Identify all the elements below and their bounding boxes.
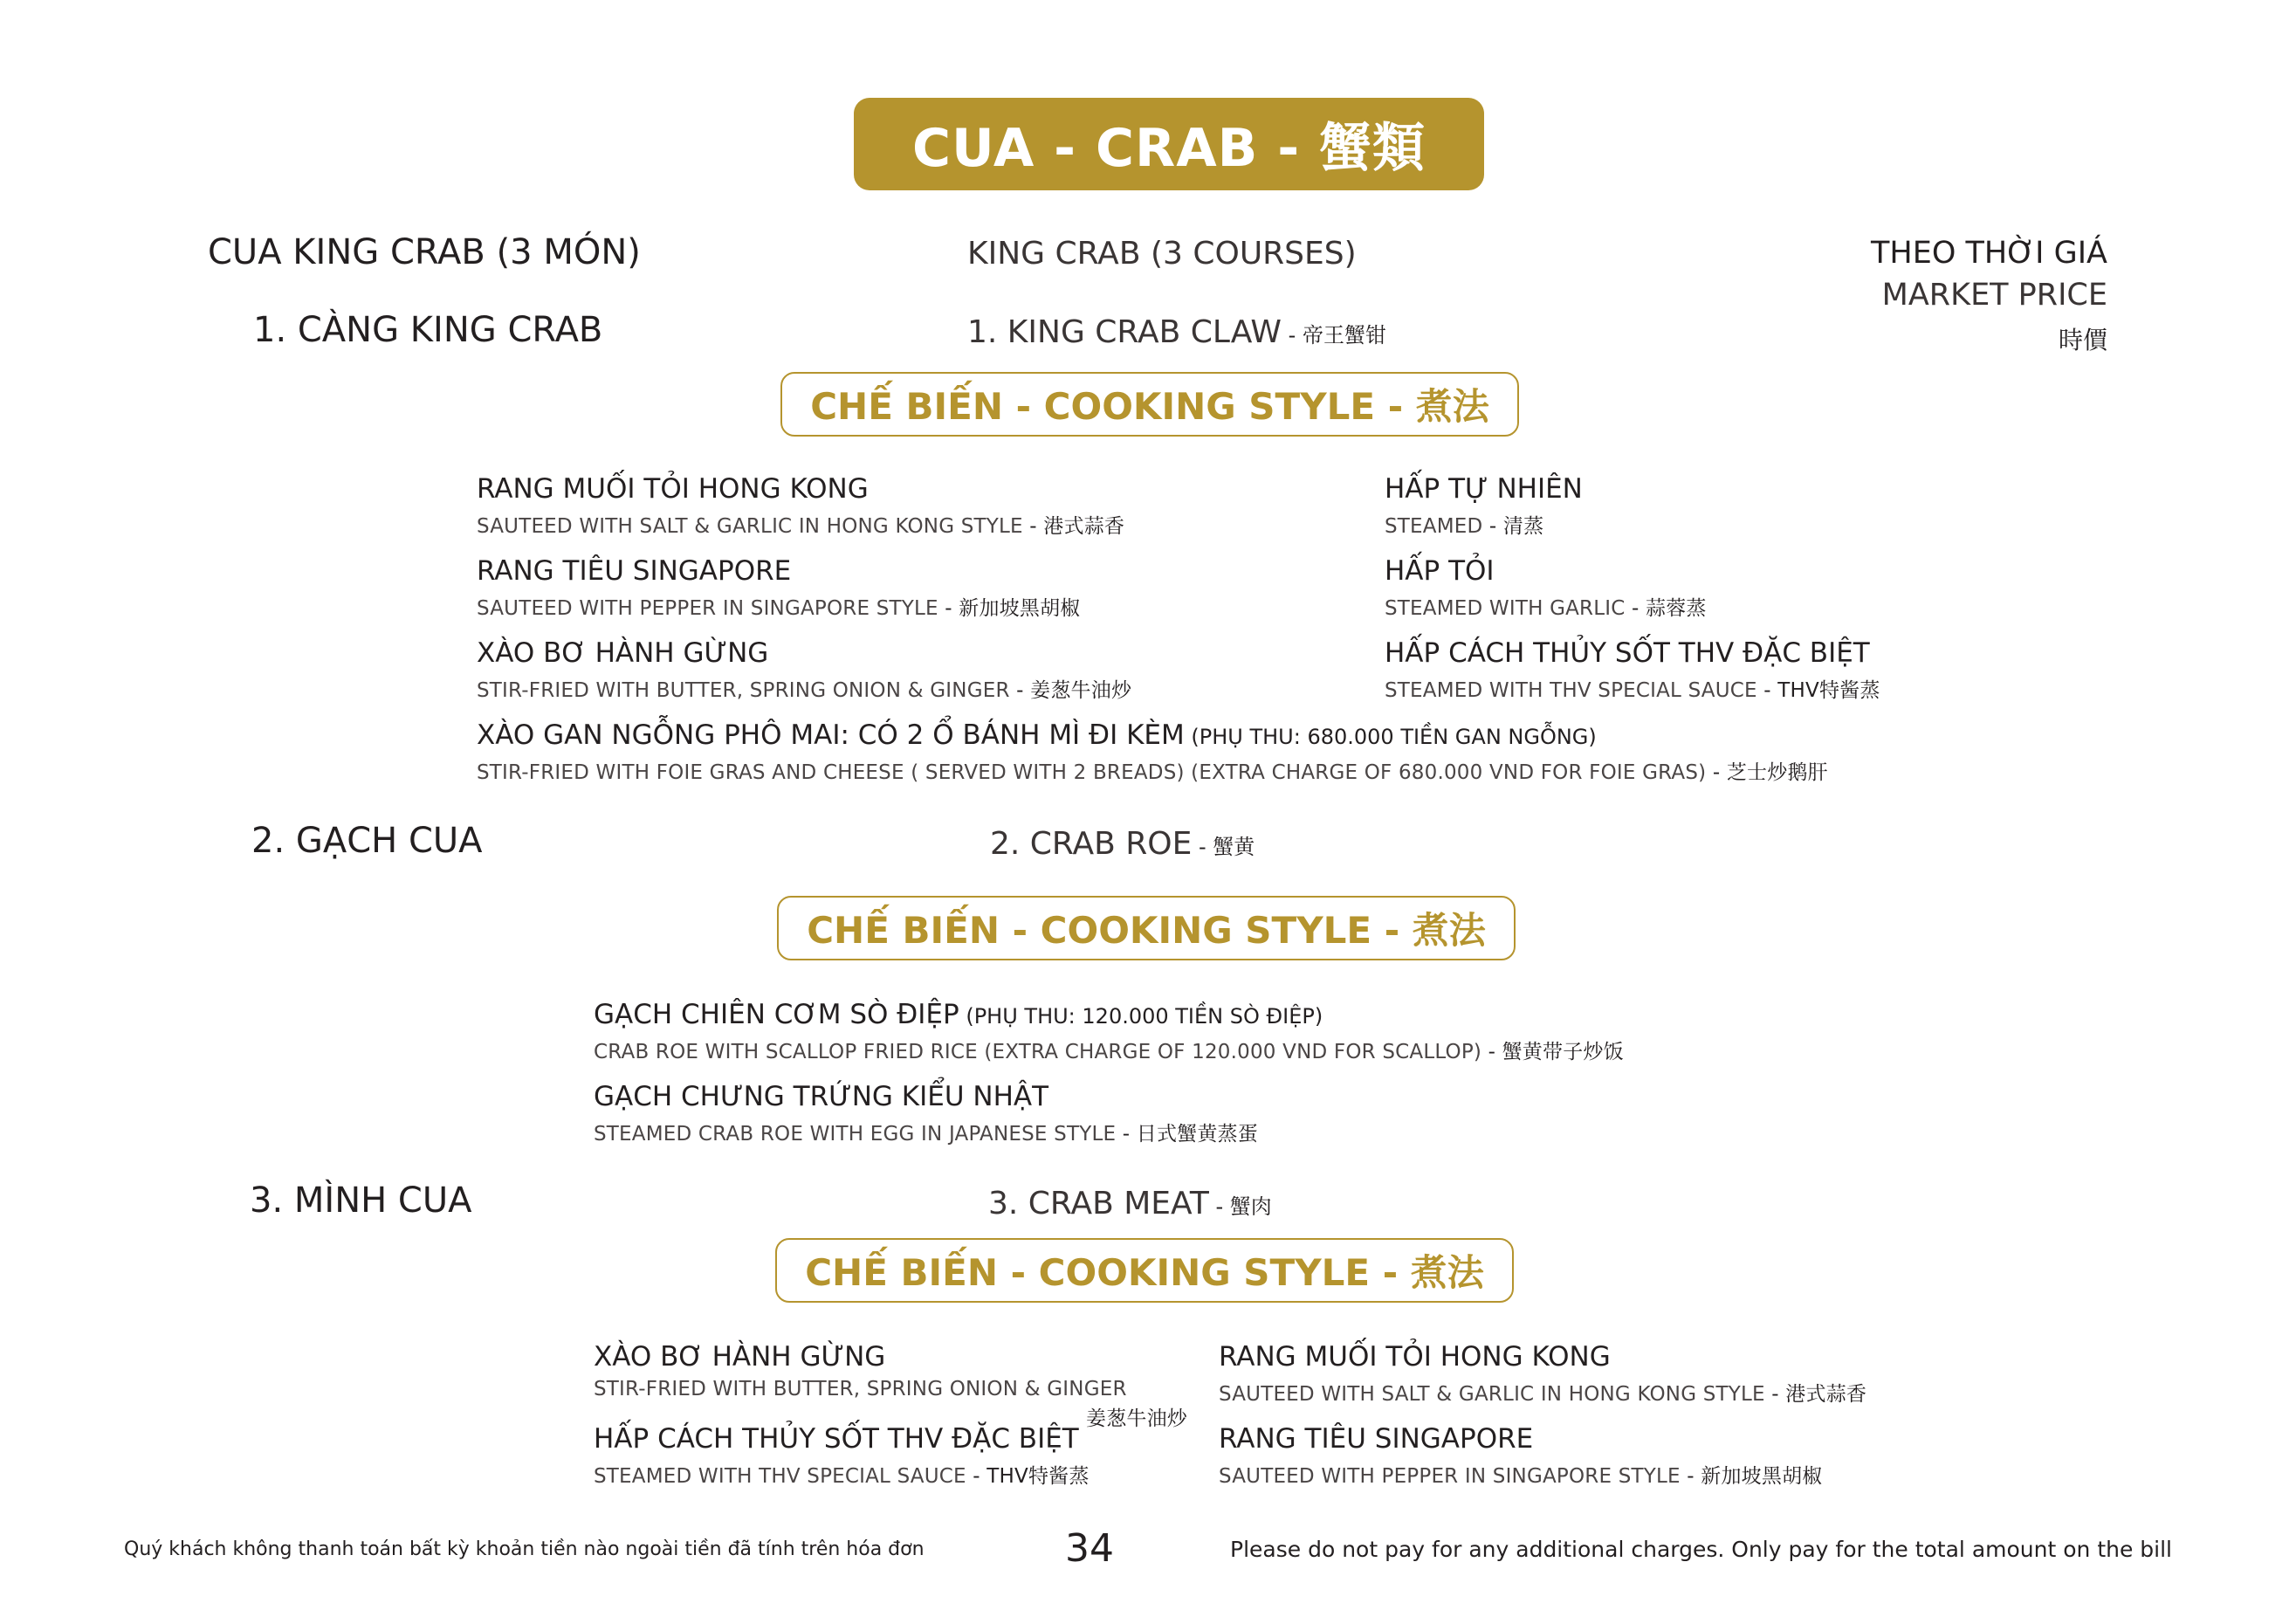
section-3-title-zh: - 蟹肉	[1208, 1194, 1272, 1219]
item-name-zh: 姜葱牛油炒	[1086, 1407, 1187, 1430]
cooking-style-pill-3	[775, 1238, 1514, 1303]
item-name-zh: - 新加坡黑胡椒	[1680, 1465, 1823, 1488]
section-2-title-vn: 2. GẠCH CUA	[251, 821, 483, 861]
item-name-zh: - 日式蟹黄蒸蛋	[1116, 1123, 1258, 1146]
section-1-title-en: 1. KING CRAB CLAW	[967, 314, 1282, 350]
cooking-style-pill-1	[780, 372, 1519, 437]
menu-item	[594, 1423, 1090, 1489]
section-2-title-en-wrap	[990, 826, 1255, 862]
price-vn: THEO THỜI GIÁ	[1871, 236, 2107, 271]
menu-item	[477, 637, 1131, 703]
section-2-title-zh: - 蟹黄	[1192, 835, 1255, 859]
item-name-vn: XÀO BƠ HÀNH GỪNG	[477, 637, 769, 669]
item-name-zh: - 蒜蓉蒸	[1632, 597, 1707, 620]
section-1-title-vn: 1. CÀNG KING CRAB	[253, 310, 603, 350]
price-zh: 時價	[2058, 326, 2107, 354]
item-name-en: STEAMED WITH THV SPECIAL SAUCE	[1385, 679, 1764, 702]
item-name-vn: RANG TIÊU SINGAPORE	[477, 555, 792, 587]
page-number: 34	[1065, 1526, 1114, 1571]
item-name-vn: HẤP TỰ NHIÊN	[1385, 473, 1583, 505]
menu-item	[594, 999, 1624, 1064]
item-name-vn: XÀO GAN NGỖNG PHÔ MAI: CÓ 2 Ổ BÁNH MÌ ĐI KÈM	[477, 719, 1185, 751]
item-name-zh: - 清蒸	[1482, 515, 1544, 538]
item-name-zh: - 蟹黄带子炒饭	[1481, 1041, 1624, 1063]
king-crab-title-en: KING CRAB (3 COURSES)	[967, 236, 1357, 272]
cooking-style-pill-2	[777, 896, 1516, 960]
section-2-title-en: 2. CRAB ROE	[990, 826, 1193, 862]
menu-item	[1219, 1423, 1823, 1489]
footer-note-vn: Quý khách không thanh toán bất kỳ khoản tiền nào ngoài tiền đã tính trên hóa đơn	[124, 1538, 925, 1560]
item-name-vn: HẤP TỎI	[1385, 555, 1495, 587]
item-name-vn: GẠCH CHƯNG TRỨNG KIỂU NHẬT	[594, 1081, 1049, 1112]
item-name-zh: - 芝士炒鹅肝	[1712, 761, 1828, 784]
menu-item	[594, 1081, 1258, 1146]
item-name-zh: - THV特酱蒸	[1763, 679, 1880, 702]
item-name-vn: XÀO BƠ HÀNH GỪNG	[594, 1341, 886, 1373]
item-name-zh: - THV特酱蒸	[966, 1465, 1090, 1488]
item-name-en: STIR-FRIED WITH BUTTER, SPRING ONION & GINGER	[477, 679, 1010, 702]
item-name-vn: HẤP CÁCH THỦY SỐT THV ĐẶC BIỆT	[1385, 637, 1870, 669]
menu-item	[594, 1341, 1187, 1431]
price-en: MARKET PRICE	[1881, 278, 2107, 313]
item-name-zh: - 港式蒜香	[1771, 1383, 1867, 1406]
page-title: CUA - CRAB - 蟹類	[911, 118, 1426, 179]
menu-item	[477, 719, 1828, 785]
item-name-en: STEAMED CRAB ROE WITH EGG IN JAPANESE STYLE	[594, 1123, 1117, 1146]
section-3-title-en: 3. CRAB MEAT	[988, 1186, 1209, 1221]
item-name-en: STIR-FRIED WITH BUTTER, SPRING ONION & GINGER	[594, 1378, 1127, 1400]
item-name-vn: RANG TIÊU SINGAPORE	[1219, 1423, 1534, 1455]
section-1-title-en-wrap	[967, 314, 1386, 350]
item-name-vn: GẠCH CHIÊN CƠM SÒ ĐIỆP	[594, 999, 959, 1030]
menu-item	[477, 555, 1081, 621]
item-name-vn: HẤP CÁCH THỦY SỐT THV ĐẶC BIỆT	[594, 1423, 1079, 1455]
item-name-en: STEAMED	[1385, 515, 1483, 538]
item-surcharge-note: (PHỤ THU: 120.000 TIỀN SÒ ĐIỆP)	[959, 1004, 1323, 1029]
item-name-vn: RANG MUỐI TỎI HONG KONG	[1219, 1341, 1611, 1373]
item-name-zh: - 新加坡黑胡椒	[938, 597, 1081, 620]
menu-item	[1219, 1341, 1866, 1407]
item-name-vn: RANG MUỐI TỎI HONG KONG	[477, 473, 869, 505]
menu-item	[1385, 637, 1880, 703]
cooking-style-label: CHẾ BIẾN - COOKING STYLE - 煮法	[810, 385, 1489, 428]
footer-note-en: Please do not pay for any additional charges. Only pay for the total amount on the bill	[1230, 1537, 2172, 1562]
item-name-en: SAUTEED WITH PEPPER IN SINGAPORE STYLE	[477, 597, 938, 620]
king-crab-title-vn: CUA KING CRAB (3 MÓN)	[208, 232, 641, 272]
item-surcharge-note: (PHỤ THU: 680.000 TIỀN GAN NGỖNG)	[1184, 725, 1597, 749]
item-name-en: STEAMED WITH GARLIC	[1385, 597, 1632, 620]
item-name-en: STIR-FRIED WITH FOIE GRAS AND CHEESE ( SERVED WITH 2 BREADS) (EXTRA CHARGE OF 680.000 VND FOR FOIE GRAS)	[477, 761, 1713, 784]
item-name-en: SAUTEED WITH SALT & GARLIC IN HONG KONG STYLE	[1219, 1383, 1772, 1406]
menu-item	[1385, 473, 1583, 539]
section-3-title-en-wrap	[988, 1186, 1272, 1221]
section-1-title-zh: - 帝王蟹钳	[1282, 323, 1386, 348]
item-name-en: STEAMED WITH THV SPECIAL SAUCE	[594, 1465, 966, 1488]
item-name-zh: - 姜葱牛油炒	[1009, 679, 1132, 702]
item-name-en: CRAB ROE WITH SCALLOP FRIED RICE (EXTRA CHARGE OF 120.000 VND FOR SCALLOP)	[594, 1041, 1482, 1063]
page-title-banner	[854, 98, 1484, 190]
menu-item	[477, 473, 1124, 539]
item-name-en: SAUTEED WITH SALT & GARLIC IN HONG KONG STYLE	[477, 515, 1023, 538]
item-name-en: SAUTEED WITH PEPPER IN SINGAPORE STYLE	[1219, 1465, 1681, 1488]
item-name-zh: - 港式蒜香	[1022, 515, 1125, 538]
section-3-title-vn: 3. MÌNH CUA	[250, 1180, 472, 1221]
cooking-style-label: CHẾ BIẾN - COOKING STYLE - 煮法	[805, 1251, 1484, 1294]
menu-item	[1385, 555, 1707, 621]
cooking-style-label: CHẾ BIẾN - COOKING STYLE - 煮法	[807, 909, 1486, 952]
